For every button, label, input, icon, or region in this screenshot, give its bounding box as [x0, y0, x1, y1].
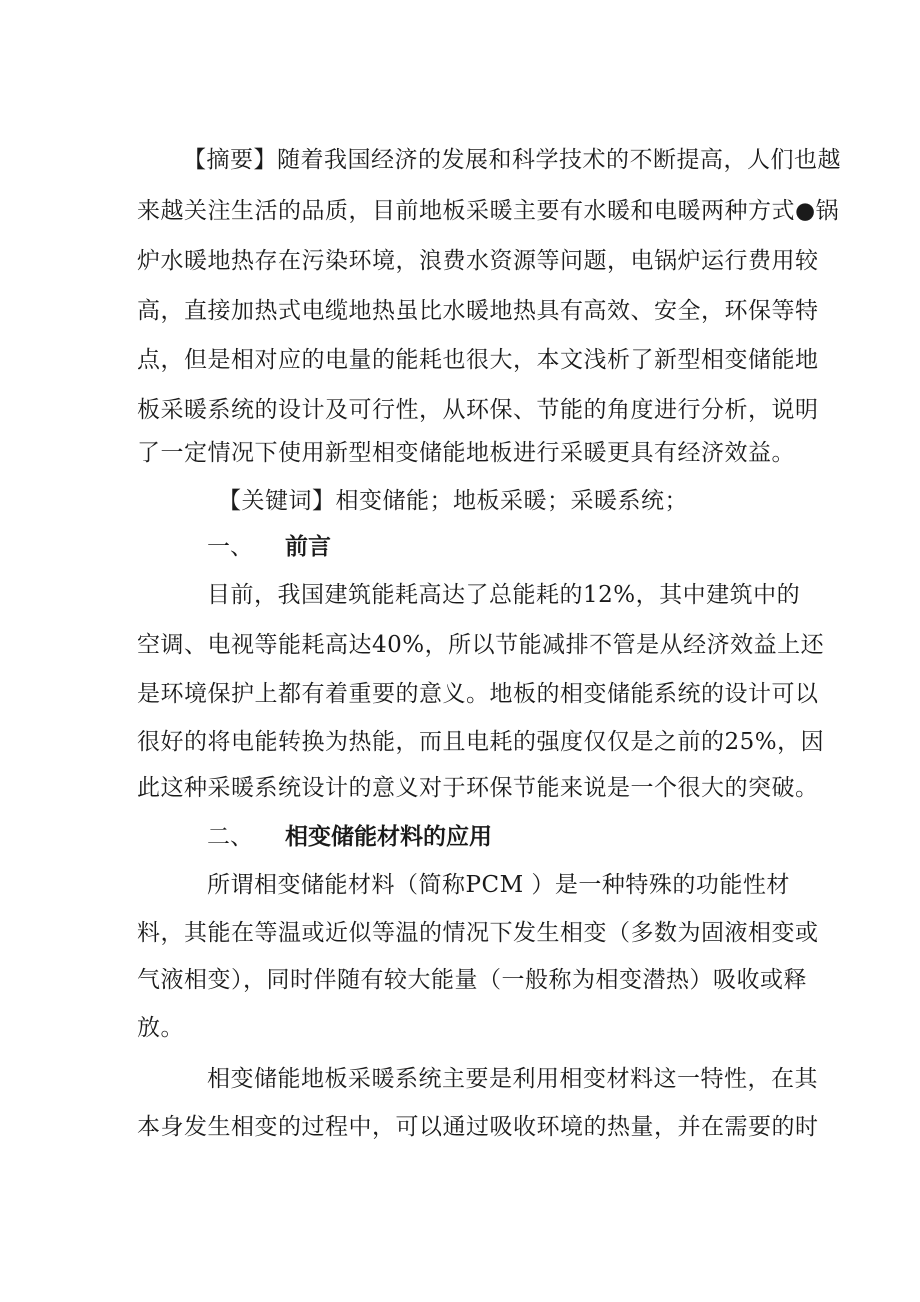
abstract-line-2: 来越关注生活的品质，目前地板采暖主要有水暖和电暖两种方式●锅	[137, 198, 840, 224]
section-1-line-2: 空调、电视等能耗高达40%，所以节能减排不管是从经济效益上还	[137, 632, 825, 658]
section-1-number: 一、	[207, 534, 253, 560]
section-2-para-1-line-3: 气液相变），同时伴随有较大能量（一般称为相变潜热）吸收或释	[137, 967, 807, 993]
section-2-para-1-line-4: 放。	[137, 1015, 184, 1041]
section-1-line-3: 是环境保护上都有着重要的意义。地板的相变储能系统的设计可以	[137, 681, 819, 707]
abstract-line-4: 高，直接加热式电缆地热虽比水暖地热具有高效、安全，环保等特	[137, 298, 819, 324]
abstract-line-7: 了一定情况下使用新型相变储能地板进行采暖更具有经济效益。	[137, 440, 795, 466]
section-2-para-2-line-2: 本身发生相变的过程中，可以通过吸收环境的热量，并在需要的时	[137, 1114, 819, 1140]
section-2-para-2-line-1: 相变储能地板采暖系统主要是利用相变材料这一特性，在其	[207, 1066, 818, 1092]
abstract-line-5: 点，但是相对应的电量的能耗也很大，本文浅析了新型相变储能地	[137, 347, 819, 373]
abstract-line-6: 板采暖系统的设计及可行性，从环保、节能的角度进行分析，说明	[137, 397, 819, 423]
abstract-line-1: 【摘要】随着我国经济的发展和科学技术的不断提高，人们也越	[183, 147, 841, 173]
abstract-line-3: 炉水暖地热存在污染环境，浪费水资源等问题，电锅炉运行费用较	[137, 248, 819, 274]
section-1-line-5: 此这种采暖系统设计的意义对于环保节能来说是一个很大的突破。	[137, 775, 819, 801]
section-1-title: 前言	[285, 534, 331, 560]
section-1-line-4: 很好的将电能转换为热能，而且电耗的强度仅仅是之前的25%，因	[137, 729, 825, 755]
section-2-title: 相变储能材料的应用	[285, 824, 492, 850]
section-2-para-1-line-1: 所谓相变储能材料（简称PCM ）是一种特殊的功能性材	[207, 872, 790, 898]
section-1-line-1: 目前，我国建筑能耗高达了总能耗的12%，其中建筑中的	[207, 582, 801, 608]
section-2-para-1-line-2: 料，其能在等温或近似等温的情况下发生相变（多数为固液相变或	[137, 920, 819, 946]
keywords-line: 【关键词】相变储能；地板采暖；采暖系统；	[218, 488, 688, 514]
section-2-number: 二、	[207, 824, 253, 850]
